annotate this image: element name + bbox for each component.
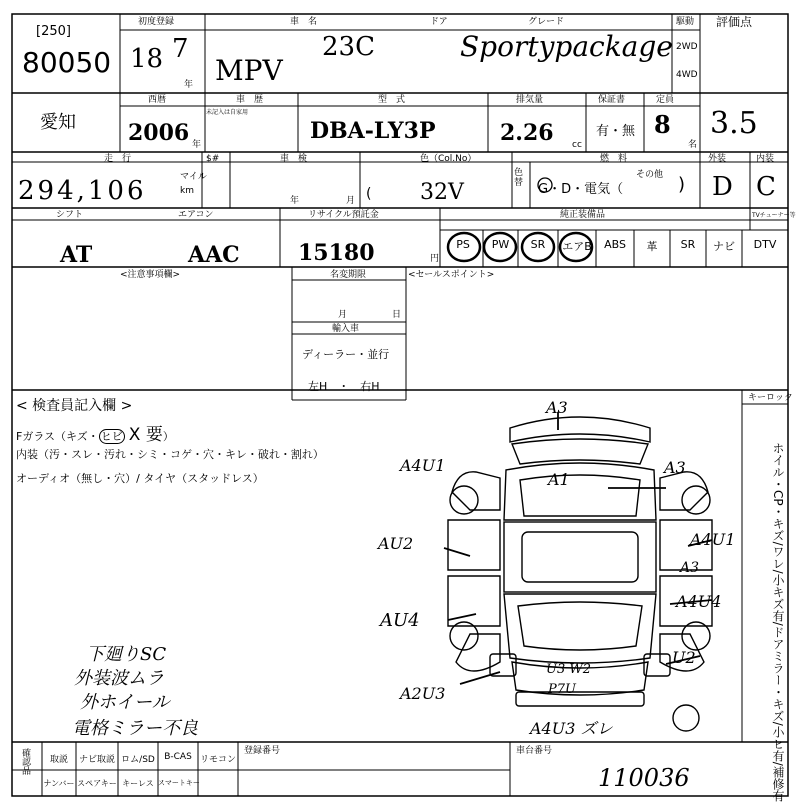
reg-no-label: 登録番号 bbox=[244, 746, 281, 756]
footer-rom-sd: ロム/SD bbox=[121, 755, 155, 765]
inspector-line2: 内装（汚・スレ・汚れ・シミ・コゲ・穴・キレ・破れ・割れ） bbox=[16, 448, 324, 461]
mileage-label: 走 行 bbox=[104, 154, 132, 164]
exterior-label: 外装 bbox=[708, 154, 727, 164]
mark-u2: U2 bbox=[672, 648, 696, 667]
interior-grade: C bbox=[756, 172, 776, 202]
warranty-options: 有・無 bbox=[596, 124, 636, 139]
footer-spare-key: スペアキー bbox=[77, 779, 117, 788]
grade-label: グレード bbox=[528, 17, 565, 27]
equip-sunroof: SR bbox=[680, 238, 696, 251]
dealer-parallel: ディーラー・並行 bbox=[302, 348, 390, 361]
color-change-label: 色替 bbox=[514, 168, 524, 188]
fglass-mark: X 要 bbox=[128, 425, 163, 445]
mark-a2u3: A2U3 bbox=[400, 684, 446, 703]
grade-value: Sportypackage bbox=[460, 30, 673, 63]
evaluation-label: 評価点 bbox=[716, 15, 753, 29]
inspection-label: 車 検 bbox=[280, 154, 308, 164]
footer-keyless: キーレス bbox=[122, 779, 154, 788]
mark-au4: AU4 bbox=[380, 610, 420, 631]
car-name: MPV bbox=[215, 54, 283, 87]
accessories-label: 確認品 bbox=[20, 748, 30, 775]
footer-manual: 取説 bbox=[49, 755, 68, 765]
western-year-label: 西暦 bbox=[148, 95, 167, 105]
reg-year: 18 bbox=[130, 44, 164, 74]
import-label: 輸入車 bbox=[332, 324, 360, 334]
sales-point-label: <セールスポイント> bbox=[408, 270, 495, 280]
row2-year-unit: 年 bbox=[192, 140, 202, 150]
model-type-value: DBA-LY3P bbox=[310, 118, 436, 144]
name-change-day: 日 bbox=[392, 310, 402, 320]
note-paint-unevenness: 外装波ムラ bbox=[74, 668, 164, 689]
inspection-month-unit: 月 bbox=[346, 196, 356, 206]
note-mirror-defect: 電格ミラー不良 bbox=[72, 718, 198, 739]
mile-unit: マイル bbox=[180, 172, 207, 182]
first-reg-label: 初度登録 bbox=[138, 17, 175, 27]
mileage-value: 294,106 bbox=[18, 176, 147, 206]
fuel-label: 燃 料 bbox=[600, 154, 628, 164]
color-label: 色（Col.No） bbox=[420, 154, 477, 164]
persons-unit: 名 bbox=[688, 140, 698, 150]
warranty-label: 保証書 bbox=[598, 95, 626, 105]
reg-month: 7 bbox=[172, 34, 189, 64]
color-paren: ( bbox=[366, 186, 372, 202]
left-right-handle: 左H ・ 右H bbox=[308, 380, 380, 393]
mark-a1: A1 bbox=[548, 470, 570, 489]
displacement-label: 排気量 bbox=[516, 95, 544, 105]
mark-u3w2: U3 W2 bbox=[546, 662, 591, 677]
fuel-other-label: その他 bbox=[636, 170, 664, 180]
mark-a4u1-right: A4U1 bbox=[690, 530, 736, 549]
region: 愛知 bbox=[40, 112, 76, 133]
inspector-title: < 検査員記入欄 > bbox=[16, 398, 133, 414]
year-unit: 年 bbox=[184, 80, 194, 90]
tuner-label: TVチューナー等 bbox=[752, 212, 796, 219]
interior-label: 内装 bbox=[756, 154, 775, 164]
exterior-grade: D bbox=[712, 172, 733, 202]
fglass-circled: ヒビ bbox=[100, 430, 123, 443]
aircon-label: エアコン bbox=[178, 210, 214, 220]
name-change-month: 月 bbox=[338, 310, 348, 320]
genuine-equip-label: 純正装備品 bbox=[560, 210, 606, 220]
footer-number: ナンバー bbox=[43, 779, 75, 788]
mark-au2: AU2 bbox=[378, 534, 414, 553]
mark-a3-top: A3 bbox=[546, 398, 568, 417]
recycle-label: リサイクル預託金 bbox=[308, 210, 379, 220]
yen-unit: 円 bbox=[430, 254, 440, 264]
aircon-value: AAC bbox=[188, 242, 240, 268]
fuel-options: G・D・電気（ bbox=[538, 182, 624, 197]
lot-code: [250] bbox=[36, 24, 71, 39]
model-type-label: 型 式 bbox=[378, 95, 406, 105]
fuel-close-paren: ) bbox=[678, 174, 686, 195]
mark-a3-right: A3 bbox=[664, 458, 686, 477]
equip-airbag: エアB bbox=[562, 240, 592, 253]
meter-swap-label: $# bbox=[206, 154, 220, 164]
mark-a4u4: A4U4 bbox=[676, 592, 722, 611]
mark-a3-right-lower: A3 bbox=[680, 560, 700, 576]
cc-unit: cc bbox=[572, 140, 582, 150]
drive-2wd: 2WD bbox=[676, 42, 698, 52]
mark-p7u: P7U bbox=[548, 682, 576, 697]
footer-smart-key: スマートキー bbox=[158, 779, 200, 787]
mark-a4u3: A4U3 ズレ bbox=[530, 719, 613, 738]
name-change-label: 名変期限 bbox=[330, 270, 367, 280]
lot-number: 80050 bbox=[22, 46, 112, 79]
fglass-prefix: Fガラス（キズ・ bbox=[16, 430, 99, 443]
model-code: 23C bbox=[322, 32, 375, 62]
inspector-line3: オーディオ（無し・穴）/ タイヤ（スタッドレス） bbox=[16, 472, 264, 485]
footer-bcas: B-CAS bbox=[164, 752, 192, 762]
inspection-year-unit: 年 bbox=[290, 196, 300, 206]
door-label: ドア bbox=[430, 17, 448, 27]
equip-ps: PS bbox=[456, 238, 470, 251]
capacity-label: 定員 bbox=[656, 95, 675, 105]
equip-sr: SR bbox=[530, 238, 546, 251]
chassis-number: 110036 bbox=[598, 764, 690, 792]
side-vertical-labels: ホイル・CP・キズ/ワレ/小キズ有/ドアミラー・キズ/小ヒ有/補修有 bbox=[771, 442, 785, 802]
color-value: 32V bbox=[420, 180, 464, 205]
note-wheel: 外ホイール bbox=[80, 692, 170, 713]
footer-remote: リモコン bbox=[199, 755, 236, 765]
equip-leather: 革 bbox=[646, 240, 658, 253]
capacity-value: 8 bbox=[654, 110, 671, 139]
fglass-close: ） bbox=[162, 430, 174, 443]
inspector-line1 bbox=[16, 420, 174, 445]
mark-a4u1-left: A4U1 bbox=[400, 456, 446, 475]
note-underbody: 下廻りSC bbox=[86, 644, 167, 665]
year-value: 2006 bbox=[128, 120, 190, 146]
chassis-no-label: 車台番号 bbox=[516, 746, 553, 756]
equip-navi: ナビ bbox=[713, 240, 735, 253]
shift-label: シフト bbox=[56, 210, 84, 220]
equip-abs: ABS bbox=[604, 238, 626, 251]
gasoline-circle-mark bbox=[536, 176, 554, 194]
caution-label: <注意事項欄> bbox=[120, 270, 181, 280]
footer-navi-manual: ナビ取説 bbox=[78, 755, 115, 765]
evaluation-score: 3.5 bbox=[710, 106, 758, 141]
drive-4wd: 4WD bbox=[676, 70, 698, 80]
history-note: 未記入は自家用 bbox=[206, 109, 249, 116]
drive-label: 駆動 bbox=[676, 17, 695, 27]
km-unit: km bbox=[180, 186, 194, 196]
recycle-value: 15180 bbox=[298, 240, 375, 266]
equip-pw: PW bbox=[491, 238, 510, 251]
shift-value: AT bbox=[60, 242, 93, 268]
history-label: 車 歴 bbox=[236, 95, 264, 105]
displacement-value: 2.26 bbox=[500, 120, 554, 146]
car-name-label: 車 名 bbox=[290, 17, 318, 27]
keylock-label: キーロック bbox=[748, 393, 793, 403]
equip-dtv: DTV bbox=[753, 238, 777, 251]
equipment-circle-marks bbox=[444, 228, 604, 266]
